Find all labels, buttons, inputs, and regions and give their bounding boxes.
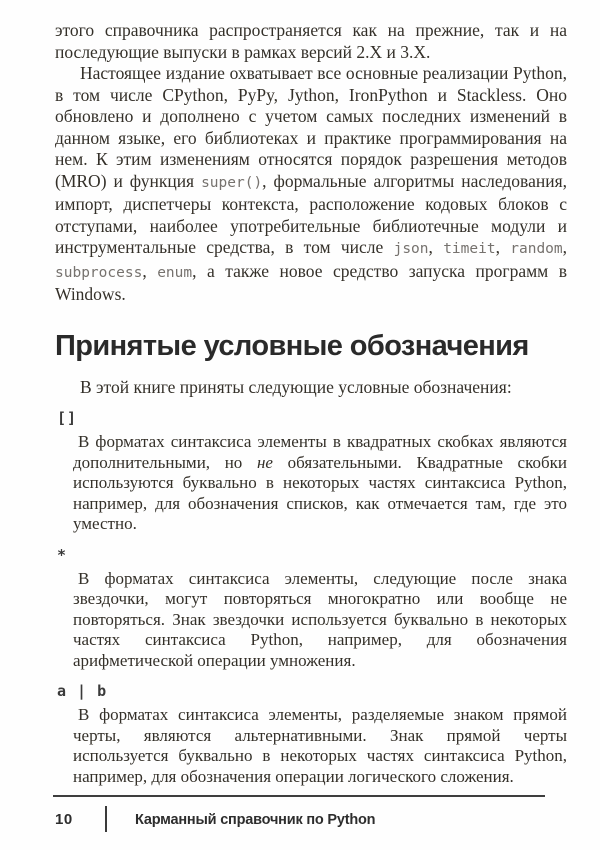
page-number: 10 <box>55 811 73 828</box>
convention-symbol-pipe: a | b <box>57 682 108 700</box>
convention-symbol-brackets: [] <box>57 409 78 427</box>
convention-definition-brackets: В форматах синтаксиса элементы в квадратных скобках являются дополнительными, но не обязательными. Квадратные скобки используются буквально в некоторых частях синтаксиса Python, например, для обозначения списков, как отмечается там, где это уместно. <box>73 432 567 533</box>
convention-symbol-asterisk: * <box>57 545 68 564</box>
section-heading: Принятые условные обозначения <box>55 329 529 362</box>
paragraph-continuation: этого справочника распространяется как на прежние, так и на последующие выпуски в рамках версий 2.X и 3.X. <box>55 20 567 62</box>
convention-definition-asterisk: В форматах синтаксиса элементы, следующие после знака звездочки, могут повторяться многократно или вообще не повторяться. Знак звездочки используется буквально в некоторых частях синтаксиса Python, например, для обозначения арифметической операции умножения. <box>73 568 567 670</box>
section-intro: В этой книге приняты следующие условные обозначения: <box>80 376 512 397</box>
page-content <box>55 20 567 787</box>
footer-divider <box>105 806 107 832</box>
footer-rule <box>53 795 545 797</box>
convention-definition-pipe: В форматах синтаксиса элементы, разделяемые знаком прямой черты, являются альтернативными. Знак прямой черты используется буквально в некоторых частях синтаксиса Python, например, для обозначения операции логического сложения. <box>73 705 567 786</box>
page-footer <box>55 808 547 836</box>
running-title: Карманный справочник по Python <box>135 812 376 828</box>
conventions-list <box>55 408 567 787</box>
paragraph-edition-overview: Настоящее издание охватывает все основные реализации Python, в том числе CPython, PyPy, Jython, IronPython и Stackless. Оно обновлено и дополнено с учетом самых последних изменений в данном языке, его библиотеках и практике программирования на нем. К этим изменениям относятся порядок разрешения методов (MRO) и функция super(), формальные алгоритмы наследования, импорт, диспетчеры контекста, расположение кодовых блоков с отступами, наиболее употребительные библиотечные модули и инструментальные средства, в том числе json, timeit, random, subprocess, enum, а также новое средство запуска программ в Windows. <box>55 63 568 304</box>
